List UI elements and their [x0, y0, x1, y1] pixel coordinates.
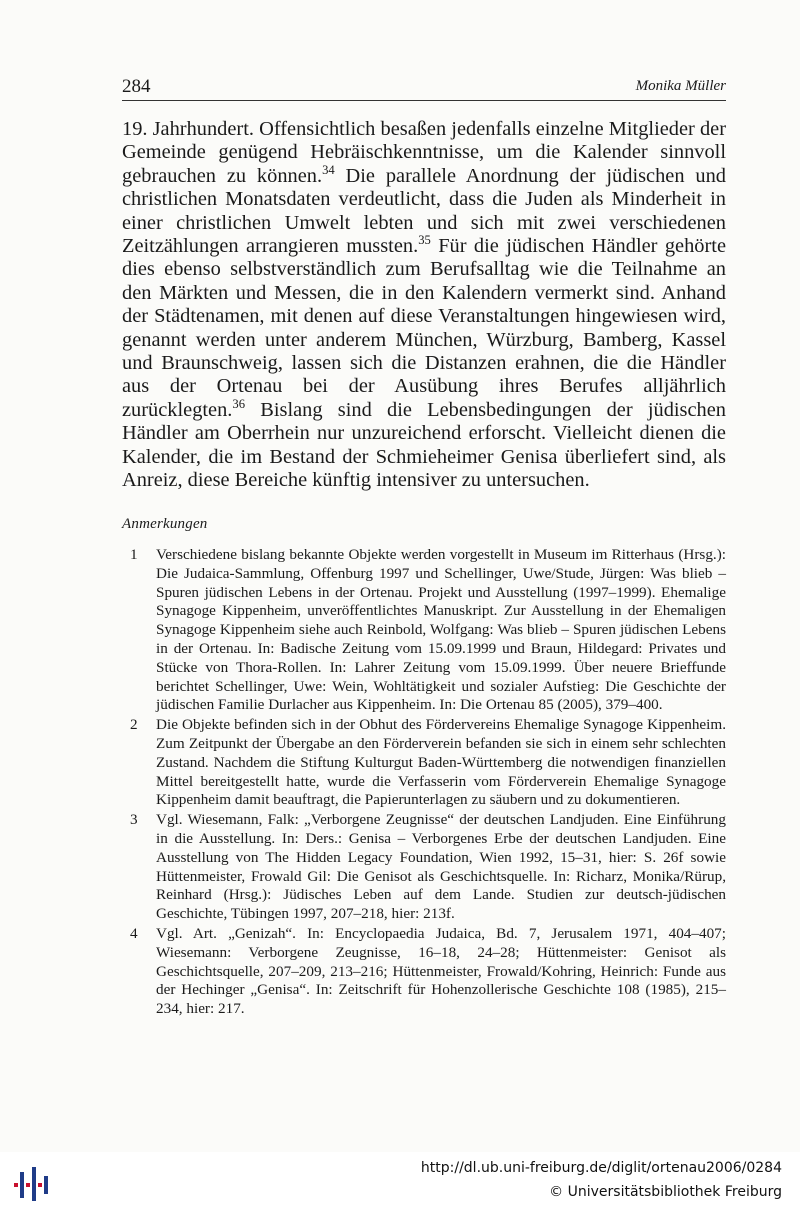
footnote-ref: 35	[418, 233, 431, 248]
note-number: 3	[130, 811, 138, 829]
source-url-link[interactable]: http://dl.ub.uni-freiburg.de/diglit/ortenau2006/0284	[420, 1160, 782, 1176]
footnote-ref: 36	[232, 397, 246, 412]
note-text: Vgl. Art. „Genizah“. In: Encyclopaedia Judaica, Bd. 7, Jerusalem 1971, 404–407; Wiesemann: Verborgene Zeugnisse, 16–18, 24–28; Hüttenmeister: Genisot als Geschichtsquelle, 207–209, 213–216; Hüttenmeister, Frowald/Kohring, Heinrich: Funde aus der Hechinger „Genisa“. In: Zeitschrift für Hohenzollerische Geschichte 108 (1985), 215–234, hier: 217.	[156, 924, 726, 1018]
viewer-footer	[0, 1152, 800, 1212]
body-text-segment: Für die jüdischen Händler gehörte dies ebenso selbstverständlich zum Berufsalltag wie die Teilnahme an den Märkten und Messen, die in den Kalendern vermerkt sind. Anhand der Städtenamen, mit denen auf diese Veranstaltungen hingewiesen wird, genannt werden unter anderem München, Würzburg, Bamberg, Kassel und Braunschweig, lassen sich die Distanzen erahnen, die die Händler aus der Ortenau bei der Ausübung ihres Berufes alljährlich zurücklegten.	[122, 235, 726, 421]
note-number: 2	[130, 716, 138, 734]
ub-freiburg-logo-icon	[10, 1164, 54, 1204]
body-text-segment: Bislang sind die Lebensbedingungen der jüdischen Händler am Oberrhein nur unzureichend erforscht. Vielleicht dienen die Kalender, die im Bestand der Schmieheimer Genisa überliefert sind, als Anreiz, diese Bereiche künftig intensiver zu untersuchen.	[122, 398, 726, 492]
note-item	[122, 546, 726, 715]
note-item	[122, 925, 726, 1019]
note-text: Die Objekte befinden sich in der Obhut des Fördervereins Ehemalige Synagoge Kippenheim. Zum Zeitpunkt der Übergabe an den Förderverein befanden sie sich in einem sehr schlechten Zustand. Nachdem die Stiftung Kulturgut Baden-Württemberg die notwendigen finanziellen Mittel bereitgestellt hatte, wurde die Verfasserin vom Förderverein Ehemalige Synagoge Kippenheim damit beauftragt, die Papierunterlagen zu säubern und zu dokumentieren.	[156, 716, 726, 809]
body-text-segment: 19. Jahrhundert. Offensichtlich besaßen jedenfalls einzelne Mitglieder der Gemeinde genügend Hebräischkenntnisse, um die Kalender sinnvoll gebrauchen zu können.	[122, 118, 726, 187]
running-head: Monika Müller	[635, 78, 726, 94]
body-paragraph	[122, 118, 726, 493]
notes-heading: Anmerkungen	[122, 516, 208, 532]
header-rule	[122, 100, 726, 101]
note-text: Verschiedene bislang bekannte Objekte werden vorgestellt in Museum im Ritterhaus (Hrsg.): Die Judaica-Sammlung, Offenburg 1997 und Schellinger, Uwe/Stude, Jürgen: Was blieb – Spuren jüdischen Lebens in der Ortenau. Projekt und Ausstellung (1997–1999). Ehemalige Synagoge Kippenheim, unveröffentlichtes Manuskript. Zur Ausstellung in der Ehemaligen Synagoge Kippenheim siehe auch Reinbold, Wolfgang: Was blieb – Spuren jüdischen Lebens in der Ortenau. In: Badische Zeitung vom 15.09.1999 und Braun, Hildegard: Privates und Stücke von Thora-Rollen. In: Lahrer Zeitung vom 15.09.1999. Über neuere Brieffunde berichtet Schellinger, Uwe: Wein, Wohltätigkeit und sozialer Aufstieg: Die Geschichte der jüdischen Familie Durlacher aus Kippenheim. In: Die Ortenau 85 (2005), 379–400.	[156, 546, 726, 714]
page-header	[122, 74, 726, 102]
note-item	[122, 811, 726, 924]
page-number: 284	[122, 76, 151, 97]
copyright-text: © Universitätsbibliothek Freiburg	[549, 1184, 782, 1200]
footnote-ref: 34	[322, 163, 335, 178]
note-item	[122, 716, 726, 810]
note-text: Vgl. Wiesemann, Falk: „Verborgene Zeugnisse“ der deutschen Landjuden. Eine Einführung in die Ausstellung. In: Ders.: Genisa – Verborgenes Erbe der deutschen Landjuden. Eine Ausstellung von The Hidden Legacy Foundation, Wien 1992, 15–31, hier: S. 26f sowie Hüttenmeister, Frowald Gil: Die Genisot als Geschichtsquelle. In: Richarz, Monika/Rürup, Reinhard (Hrsg.): Jüdisches Leben auf dem Lande. Studien zur deutsch-jüdischen Geschichte, Tübingen 1997, 207–218, hier: 213f.	[156, 811, 726, 923]
notes-list	[122, 546, 726, 1020]
note-number: 1	[130, 546, 138, 563]
body-text-segment: Die parallele Anordnung der jüdischen und christlichen Monatsdaten verdeutlicht, dass die Juden als Minderheit in einer christlichen Umwelt lebten und sich mit zwei verschiedenen Zeitzählungen arrangieren mussten.	[122, 164, 726, 258]
note-number: 4	[130, 924, 138, 942]
